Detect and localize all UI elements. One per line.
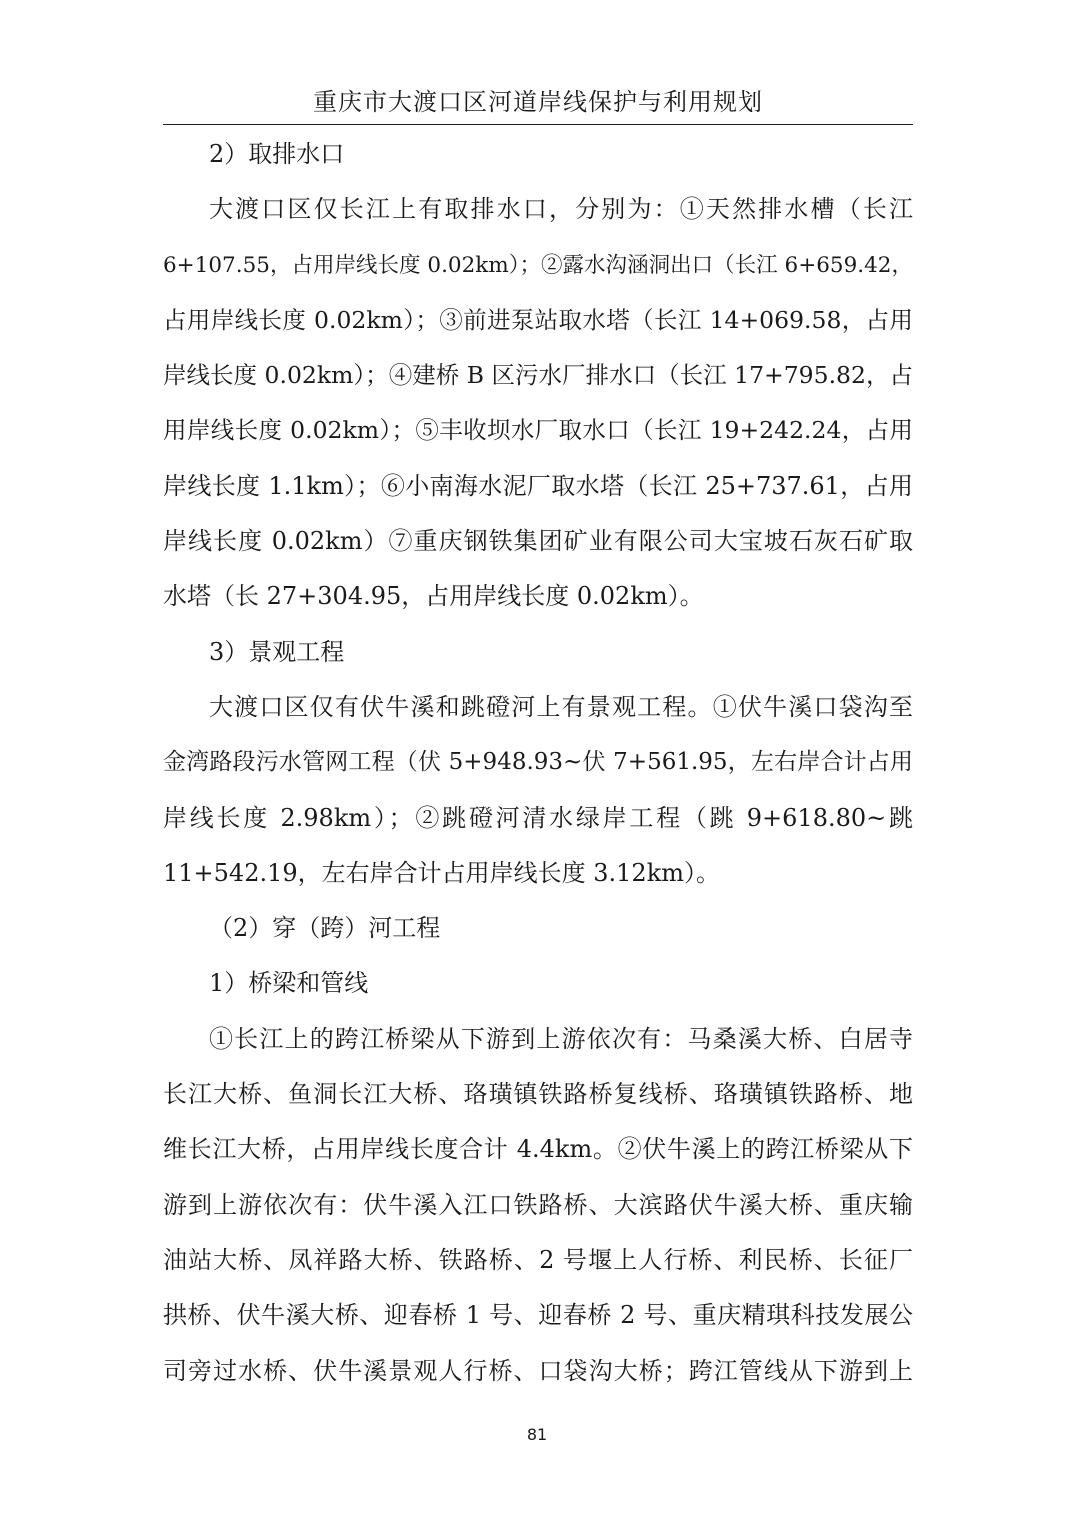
paragraph-line: 游到上游依次有：伏牛溪入江口铁路桥、大滨路伏牛溪大桥、重庆输	[163, 1190, 913, 1219]
paragraph-line: 6+107.55，占用岸线长度 0.02km）；②露水沟涵洞出口（长江 6+659.42，	[163, 252, 913, 278]
header-rule	[163, 124, 913, 125]
paragraph-line: 金湾路段污水管网工程（伏 5+948.93~伏 7+561.95，左右岸合计占用	[163, 749, 913, 776]
running-header-title: 重庆市大渡口区河道岸线保护与利用规划	[313, 88, 763, 116]
paragraph-line: 大渡口区仅长江上有取排水口，分别为：①天然排水槽（长江	[209, 195, 913, 224]
paragraph-line: 长江大桥、鱼洞长江大桥、珞璜镇铁路桥复线桥、珞璜镇铁路桥、地	[163, 1080, 913, 1109]
section-heading: 2）取排水口	[209, 140, 345, 168]
paragraph-line: 大渡口区仅有伏牛溪和跳磴河上有景观工程。①伏牛溪口袋沟至	[209, 692, 913, 721]
page-number: 81	[526, 1425, 548, 1444]
section-heading: 1）桥梁和管线	[209, 969, 369, 998]
body-text	[163, 127, 913, 1399]
paragraph-line: 岸线长度 0.02km）⑦重庆钢铁集团矿业有限公司大宝坡石灰石矿取	[163, 527, 913, 556]
paragraph-line: 11+542.19，左右岸合计占用岸线长度 3.12km）。	[163, 858, 720, 887]
paragraph-line: 岸线长度 1.1km）；⑥小南海水泥厂取水塔（长江 25+737.61，占用	[163, 471, 913, 500]
section-heading: 3）景观工程	[209, 637, 345, 666]
paragraph-line: 维长江大桥，占用岸线长度合计 4.4km。②伏牛溪上的跨江桥梁从下	[163, 1135, 913, 1164]
paragraph-line: 司旁过水桥、伏牛溪景观人行桥、口袋沟大桥；跨江管线从下游到上	[163, 1356, 913, 1385]
paragraph-line: 拱桥、伏牛溪大桥、迎春桥 1 号、迎春桥 2 号、重庆精琪科技发展公	[163, 1301, 913, 1330]
paragraph-line: 岸线长度 2.98km）；②跳磴河清水绿岸工程（跳 9+618.80~跳	[163, 803, 913, 832]
section-heading: （2）穿（跨）河工程	[209, 914, 441, 943]
paragraph-line: 岸线长度 0.02km）；④建桥 B 区污水厂排水口（长江 17+795.82，占	[163, 361, 913, 390]
paragraph-line: ①长江上的跨江桥梁从下游到上游依次有：马桑溪大桥、白居寺	[209, 1024, 913, 1053]
paragraph-line: 水塔（长 27+304.95，占用岸线长度 0.02km）。	[163, 582, 704, 611]
paragraph-line: 用岸线长度 0.02km）；⑤丰收坝水厂取水口（长江 19+242.24，占用	[163, 416, 913, 445]
paragraph-line: 油站大桥、凤祥路大桥、铁路桥、2 号堰上人行桥、利民桥、长征厂	[163, 1245, 913, 1274]
paragraph-line: 占用岸线长度 0.02km）；③前进泵站取水塔（长江 14+069.58，占用	[163, 305, 913, 334]
